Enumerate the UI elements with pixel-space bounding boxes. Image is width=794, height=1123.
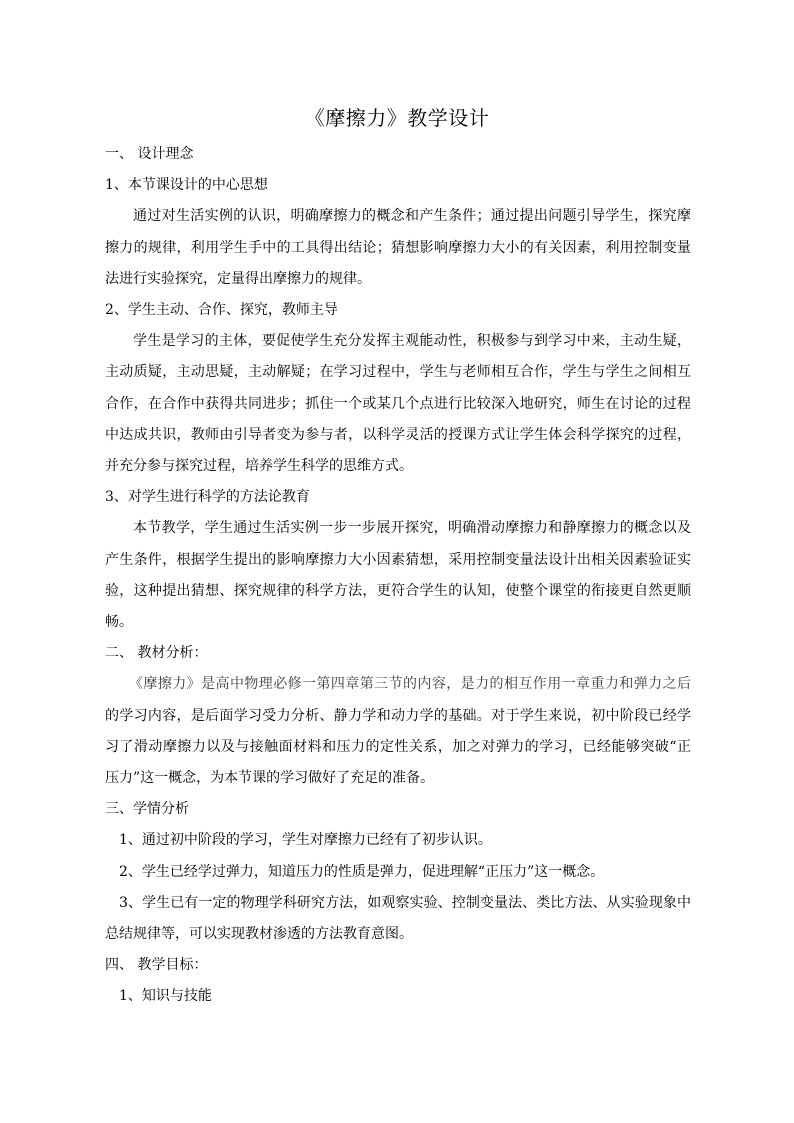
- section-design-philosophy: [105, 139, 691, 638]
- paragraph-line: 通过对生活实例的认识，明确摩擦力的概念和产生条件；通过提出问题引导学生，探究摩: [133, 208, 691, 225]
- paragraph-line: 《摩擦力》是高中物理必修一第四章第三节的内容，是力的相互作用一章重力和弹力之后: [129, 676, 691, 693]
- section-teaching-goals: [105, 950, 691, 1012]
- paragraph-line: 压力”这一概念，为本节课的学习做好了充足的准备。: [105, 770, 435, 787]
- paragraph-line: 擦力的规律，利用学生手中的工具得出结论；猜想影响摩擦力大小的有关因素，利用控制变量: [105, 239, 691, 256]
- paragraph-line: 产生条件，根据学生提出的影响摩擦力大小因素猜想，采用控制变量法设计出相关因素验证实: [105, 551, 691, 568]
- paragraph-line: 主动质疑，主动思疑，主动解疑；在学习过程中，学生与老师相互合作，学生与学生之间相互: [105, 364, 691, 381]
- paragraph-line: 合作，在合作中获得共同进步；抓住一个或某几个点进行比较深入地研究，师生在讨论的过程: [105, 395, 691, 412]
- paragraph-line: 畅。: [105, 614, 133, 631]
- section-heading: 四、 教学目标：: [105, 957, 208, 974]
- list-item-line: 1、通过初中阶段的学习，学生对摩擦力已经有了初步认识。: [119, 832, 492, 849]
- subsection-heading: 3、对学生进行科学的方法论教育: [105, 489, 310, 506]
- section-heading: 三、学情分析: [105, 801, 189, 818]
- list-item-line: 2、学生已经学过弹力，知道压力的性质是弹力，促进理解“正压力”这一概念。: [119, 863, 605, 880]
- paragraph-line: 的学习内容，是后面学习受力分析、静力学和动力学的基础。对于学生来说，初中阶段已经学: [105, 707, 691, 724]
- subsection-student-led: [105, 295, 691, 482]
- paragraph-line: 验，这种提出猜想、探究规律的科学方法，更符合学生的认知，使整个课堂的衔接更自然更顺: [105, 582, 691, 599]
- paragraph-line: 本节教学，学生通过生活实例一步一步展开探究，明确滑动摩擦力和静摩擦力的概念以及: [133, 520, 691, 537]
- section-heading: 二、 教材分析：: [105, 645, 208, 662]
- paragraph: [105, 669, 691, 794]
- document-body: [105, 139, 691, 1013]
- document-title: 《摩擦力》教学设计: [304, 106, 490, 130]
- paragraph-line: 并充分参与探究过程，培养学生科学的思维方式。: [105, 458, 413, 475]
- list-item: [105, 981, 691, 1012]
- list-item: [105, 825, 691, 856]
- subsection-heading: 1、本节课设计的中心思想: [105, 177, 268, 194]
- paragraph: [105, 201, 691, 295]
- list-item: [105, 857, 691, 888]
- list-item-line: 总结规律等，可以实现教材渗透的方法教育意图。: [105, 926, 413, 943]
- paragraph-line: 学生是学习的主体，要促使学生充分发挥主观能动性，积极参与到学习中来，主动生疑，: [133, 333, 691, 350]
- section-heading: 一、 设计理念: [105, 146, 194, 162]
- paragraph: [105, 513, 691, 638]
- paragraph-line: 法进行实验探究，定量得出摩擦力的规律。: [105, 270, 371, 287]
- subsection-central-idea: [105, 170, 691, 295]
- subsection-methodology: [105, 482, 691, 638]
- section-student-analysis: [105, 794, 691, 950]
- paragraph-line: 中达成共识，教师由引导者变为参与者，以科学灵活的授课方式让学生体会科学探究的过程，: [105, 426, 691, 443]
- paragraph-line: 习了滑动摩擦力以及与接触面材料和压力的定性关系，加之对弹力的学习，已经能够突破“正: [105, 738, 691, 755]
- list-item-line: 3、学生已有一定的物理学科研究方法，如观察实验、控制变量法、类比方法、从实验现象中: [119, 894, 691, 911]
- paragraph: [105, 326, 691, 482]
- section-textbook-analysis: [105, 638, 691, 794]
- list-item-line: 1、知识与技能: [119, 988, 212, 1005]
- list-item: [105, 888, 691, 950]
- subsection-heading: 2、学生主动、合作、探究，教师主导: [105, 302, 338, 319]
